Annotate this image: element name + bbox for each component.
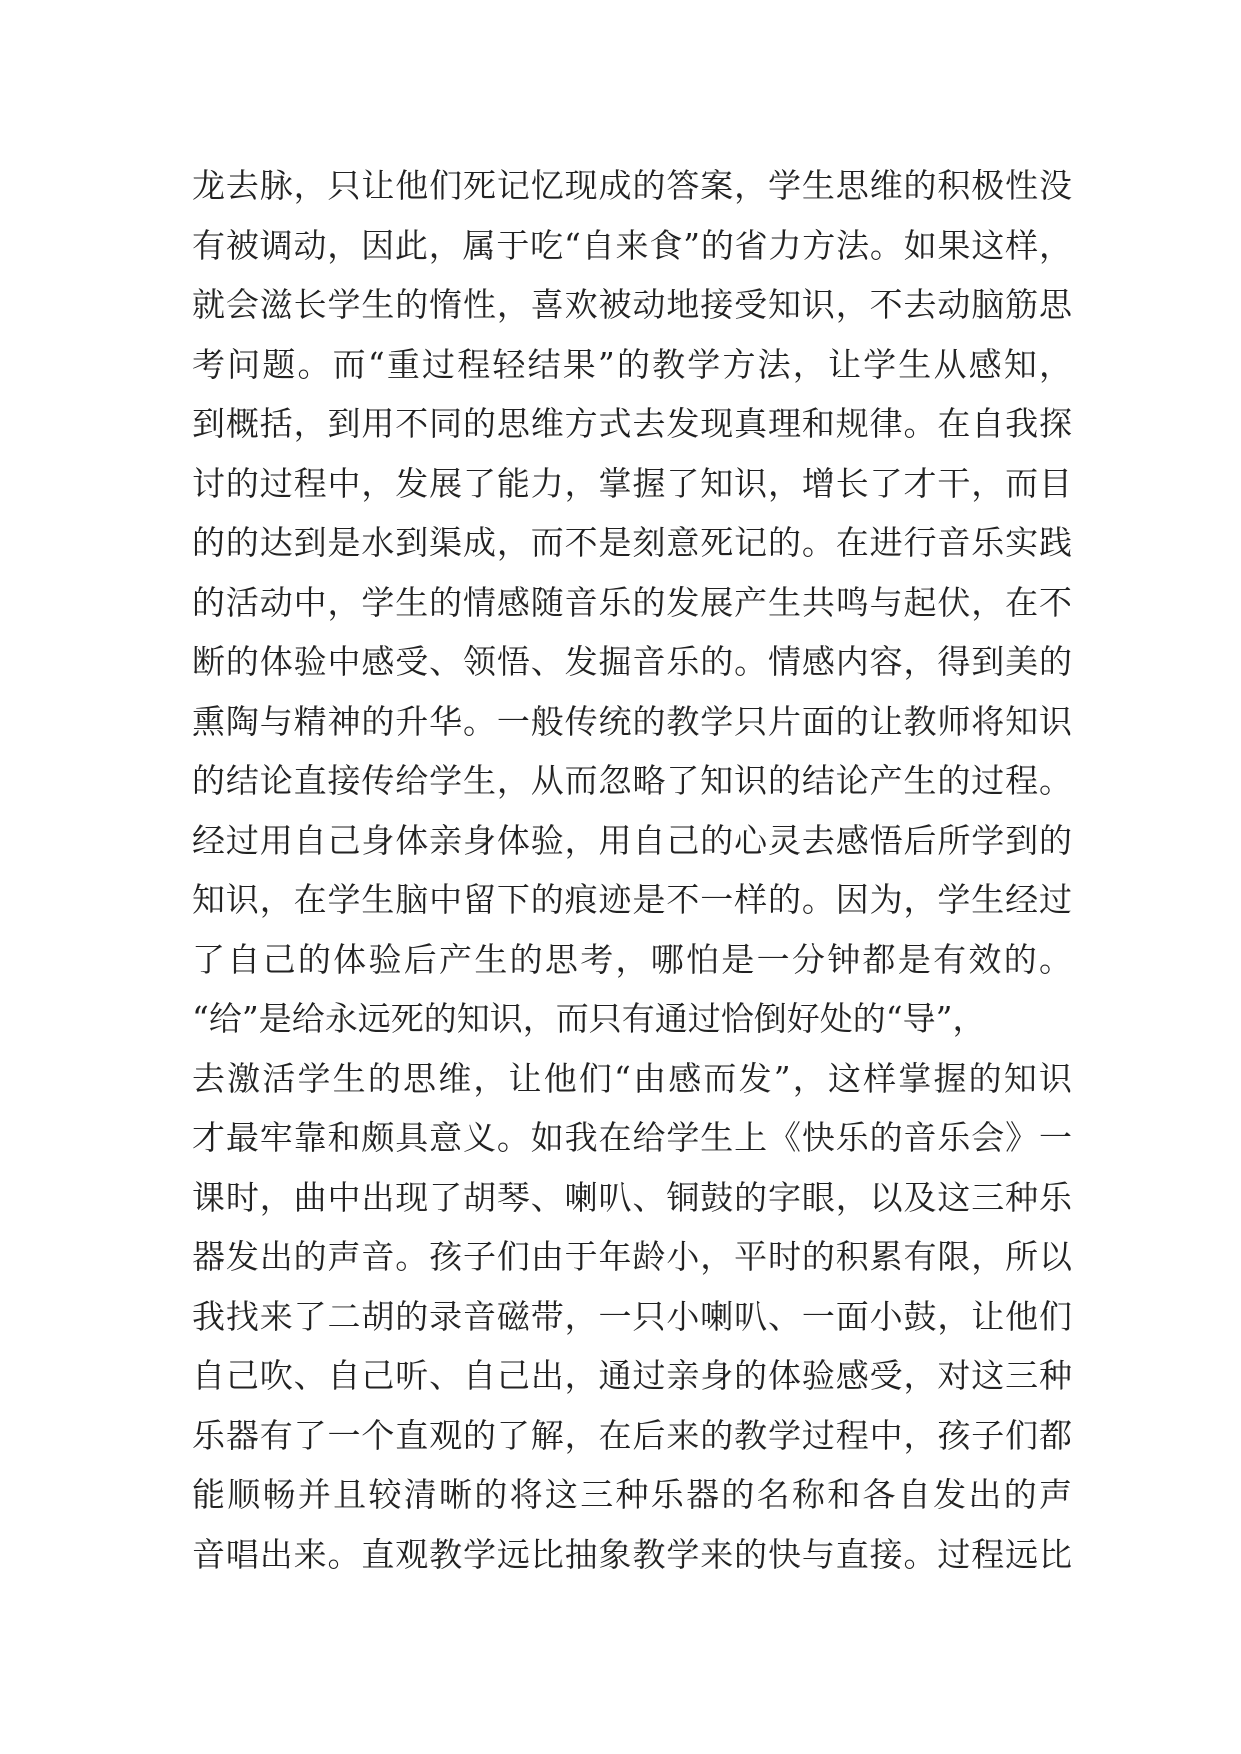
text-line: 才最牢靠和颇具意义。如我在给学生上《快乐的音乐会》一 [192,1118,1072,1157]
text-line: 经过用自己身体亲身体验，用自己的心灵去感悟后所学到的 [192,820,1072,860]
text-line: 自己吹、自己听、自己出，通过亲身的体验感受，对这三种 [192,1356,1072,1395]
text-line: 音唱出来。直观教学远比抽象教学来的快与直接。过程远比 [192,1534,1072,1574]
text-line: 的结论直接传给学生，从而忽略了知识的结论产生的过程。 [192,761,1072,800]
text-line: “给”是给永远死的知识，而只有通过恰倒好处的“导”， [192,999,986,1038]
body-text [192,156,1072,1584]
text-line: 课时，曲中出现了胡琴、喇叭、铜鼓的字眼，以及这三种乐 [192,1177,1072,1217]
text-line: 的活动中，学生的情感随音乐的发展产生共鸣与起伏，在不 [192,582,1072,622]
text-line: 断的体验中感受、领悟、发掘音乐的。情感内容，得到美的 [192,642,1072,681]
text-line: 我找来了二胡的录音磁带，一只小喇叭、一面小鼓，让他们 [192,1296,1072,1336]
text-line: 了自己的体验后产生的思考，哪怕是一分钟都是有效的。 [192,939,1072,979]
text-line: 去激活学生的思维，让他们“由感而发”，这样掌握的知识 [192,1058,1072,1098]
text-line: 讨的过程中，发展了能力，掌握了知识，增长了才干，而目 [192,463,1072,503]
text-line: 能顺畅并且较清晰的将这三种乐器的名称和各自发出的声 [192,1475,1072,1514]
text-line: 乐器有了一个直观的了解，在后来的教学过程中，孩子们都 [192,1415,1072,1455]
text-line: 考问题。而“重过程轻结果”的教学方法，让学生从感知， [192,344,1072,384]
text-line: 就会滋长学生的惰性，喜欢被动地接受知识，不去动脑筋思 [192,285,1072,324]
text-line: 知识，在学生脑中留下的痕迹是不一样的。因为，学生经过 [192,880,1072,919]
text-line: 器发出的声音。孩子们由于年龄小，平时的积累有限，所以 [192,1237,1072,1276]
text-line: 到概括，到用不同的思维方式去发现真理和规律。在自我探 [192,404,1072,443]
text-line: 龙去脉，只让他们死记忆现成的答案，学生思维的积极性没 [192,166,1072,205]
text-line: 熏陶与精神的升华。一般传统的教学只片面的让教师将知识 [192,701,1072,741]
text-line: 的的达到是水到渠成，而不是刻意死记的。在进行音乐实践 [192,523,1072,562]
text-line: 有被调动，因此，属于吃“自来食”的省力方法。如果这样， [192,225,1072,265]
